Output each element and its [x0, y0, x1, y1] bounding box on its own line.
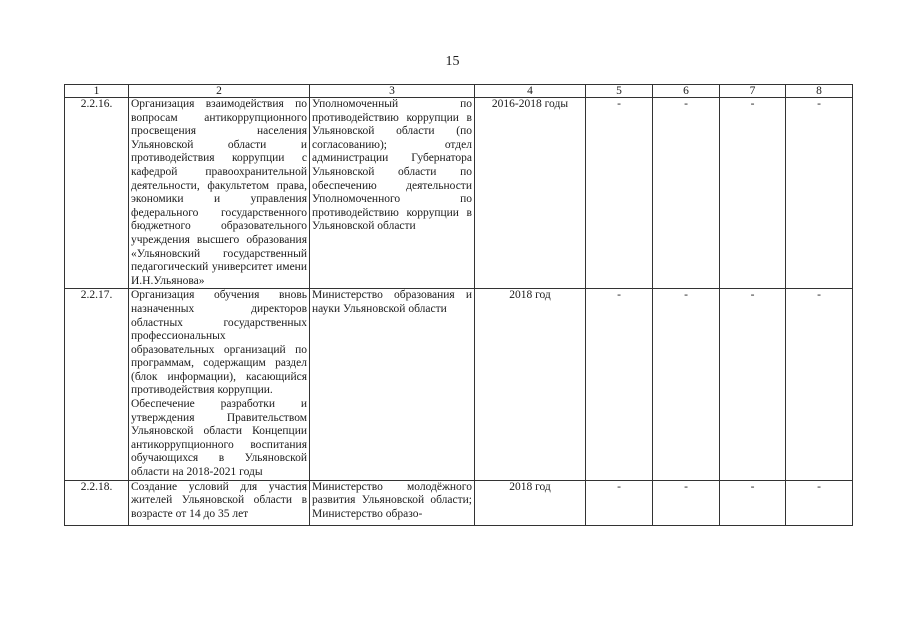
column-header-1: 1 [65, 85, 129, 98]
responsible-executor: Уполномоченный по противодействию коррупции в Ульяновской области (по согласованию); отдел администрации Губернатора Ульяновской области по обеспечению деятельности Уполномоченного по противодействию коррупции в Ульяновской области [310, 98, 475, 289]
measures-table [64, 84, 853, 526]
responsible-executor: Министерство молодёжного развития Ульяновской области; Министерство образо- [310, 480, 475, 525]
measure-description-part-2: Обеспечение разработки и утверждения Правительством Ульяновской области Концепции антикоррупционного воспитания обучающихся в Ульяновской области на 2018-2021 годы [131, 398, 307, 479]
column-header-4: 4 [475, 85, 586, 98]
funding-col-7: - [720, 480, 786, 525]
page-number: 15 [445, 54, 460, 69]
table-row [65, 98, 853, 289]
funding-col-6: - [653, 98, 720, 289]
execution-term: 2018 год [475, 480, 586, 525]
item-number: 2.2.16. [65, 98, 129, 289]
funding-col-7: - [720, 289, 786, 480]
funding-col-7: - [720, 98, 786, 289]
funding-col-6: - [653, 480, 720, 525]
table-row [65, 480, 853, 525]
column-header-2: 2 [129, 85, 310, 98]
execution-term: 2016-2018 годы [475, 98, 586, 289]
header-row [65, 85, 853, 98]
page-bottom-margin [0, 596, 905, 640]
funding-col-5: - [586, 98, 653, 289]
item-number: 2.2.17. [65, 289, 129, 480]
funding-col-5: - [586, 289, 653, 480]
column-header-3: 3 [310, 85, 475, 98]
measure-description-part-1: Организация обучения вновь назначенных директоров областных государственных профессиональных образовательных организаций по программам, содержащим раздел (блок информации), касающийся противодействия коррупции. [131, 289, 307, 397]
funding-col-8: - [786, 289, 853, 480]
funding-col-8: - [786, 480, 853, 525]
funding-col-5: - [586, 480, 653, 525]
table-row [65, 289, 853, 480]
column-header-5: 5 [586, 85, 653, 98]
measure-description [129, 289, 310, 480]
responsible-executor: Министерство образования и науки Ульяновской области [310, 289, 475, 480]
measure-description: Организация взаимодействия по вопросам антикоррупционного просвещения населения Ульяновской области и противодействия коррупции с кафедрой правоохранительной деятельности, факультетом права, экономики и управления федерального государственного бюджетного образовательного учреждения высшего образования «Ульяновский государственный педагогический университет имени И.Н.Ульянова» [129, 98, 310, 289]
execution-term: 2018 год [475, 289, 586, 480]
column-header-7: 7 [720, 85, 786, 98]
funding-col-6: - [653, 289, 720, 480]
column-header-6: 6 [653, 85, 720, 98]
item-number: 2.2.18. [65, 480, 129, 525]
measure-description: Создание условий для участия жителей Ульяновской области в возрасте от 14 до 35 лет [129, 480, 310, 525]
funding-col-8: - [786, 98, 853, 289]
column-header-8: 8 [786, 85, 853, 98]
